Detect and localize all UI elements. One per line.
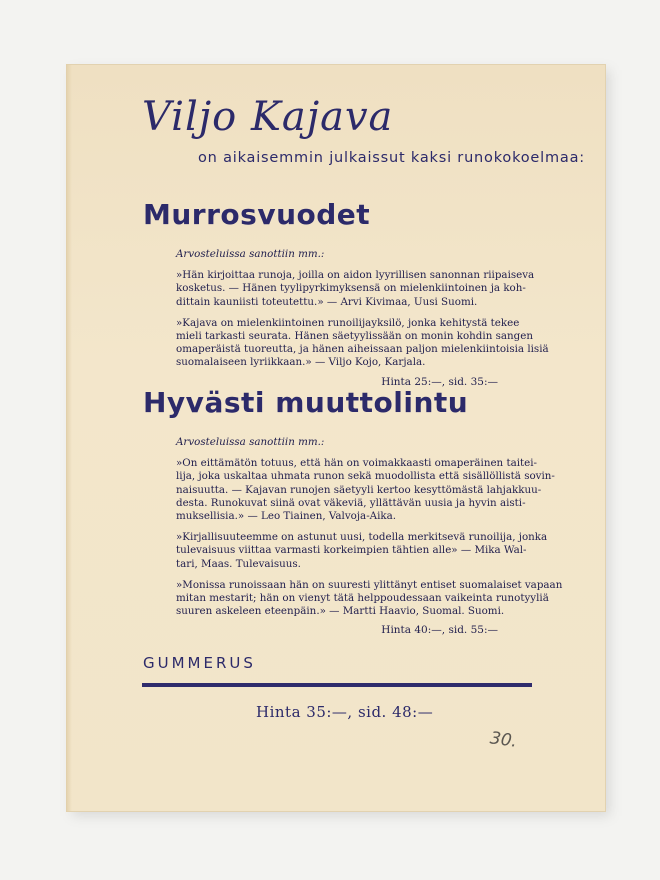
quote-line: suomalaiseen lyriikkaan.» — Viljo Kojo, Karjala. <box>176 356 426 369</box>
quote-line: »On eittämätön totuus, että hän on voimakkaasti omaperäinen taitei- <box>176 457 538 470</box>
quote-line: mitan mestarit; hän on vienyt tätä helppoudessaan vaikeinta runotyyliä <box>176 592 549 605</box>
quote-line: lija, joka uskaltaa uhmata runon sekä muodollista että sisällöllistä sovin- <box>176 470 555 483</box>
quote-line: tulevaisuus viittaa varmasti korkeimpien tähtien alle» — Mika Wal- <box>176 544 527 557</box>
book-price: Hinta 40:—, sid. 55:— <box>381 624 498 637</box>
book-reviews-murrosvuodet <box>176 248 549 389</box>
quote-line: »Hän kirjoittaa runoja, joilla on aidon lyyrillisen sanonnan riipaiseva <box>176 269 535 282</box>
quote-line: mieli tarkasti seurata. Hänen säetyylissään on monin kohdin sangen <box>176 330 533 343</box>
book-title-hyvasti-muuttolintu: Hyvästi muuttolintu <box>143 386 469 419</box>
quote-line: desta. Runokuvat siinä ovat väkeviä, yllättävän uusia ja hyvin aisti- <box>176 496 526 509</box>
quote-line: suuren askeleen eteenpäin.» — Martti Haavio, Suomal. Suomi. <box>176 605 505 618</box>
book-price: Hinta 25:—, sid. 35:— <box>381 375 498 388</box>
handwritten-price-note: 30. <box>488 728 519 752</box>
quote-line: tari, Maas. Tulevaisuus. <box>176 557 301 570</box>
quote-line: muksellisia.» — Leo Tiainen, Valvoja-Aika. <box>176 510 397 523</box>
review-intro: Arvosteluissa sanottiin mm.: <box>176 248 325 260</box>
review-quote <box>176 578 563 619</box>
review-quote <box>176 316 549 370</box>
quote-line: omaperäistä tuoreutta, ja hänen aiheissaan paljon mielenkiintoisia lisiä <box>176 343 549 356</box>
quote-line: »Kajava on mielenkiintoinen runoilijayksilö, jonka kehitystä tekee <box>176 316 520 329</box>
review-intro: Arvosteluissa sanottiin mm.: <box>176 436 325 448</box>
quote-line: dittain kauniisti toteutettu.» — Arvi Kivimaa, Uusi Suomi. <box>176 295 478 308</box>
quote-line: »Kirjallisuuteemme on astunut uusi, todella merkitsevä runoilija, jonka <box>176 531 548 544</box>
book-reviews-hyvasti-muuttolintu <box>176 436 563 638</box>
review-quote <box>176 457 555 523</box>
review-quote <box>176 269 535 309</box>
author-heading: Viljo Kajava <box>142 94 394 140</box>
review-quote <box>176 531 548 571</box>
quote-line: »Monissa runoissaan hän on suuresti ylittänyt entiset suomalaiset vapaan <box>176 578 563 591</box>
divider-rule <box>142 683 532 687</box>
this-book-price: Hinta 35:—, sid. 48:— <box>256 703 434 721</box>
quote-line: kosketus. — Hänen tyylipyrkimyksensä on mielenkiintoinen ja koh- <box>176 282 526 295</box>
book-title-murrosvuodet: Murrosvuodet <box>143 198 371 231</box>
collections-subtitle: on aikaisemmin julkaissut kaksi runokokoelmaa: <box>198 150 585 166</box>
publisher-name: GUMMERUS <box>143 654 256 672</box>
quote-line: naisuutta. — Kajavan runojen säetyyli kertoo kesyttömästä lahjakkuu- <box>176 483 542 496</box>
cover-edge <box>66 64 72 812</box>
